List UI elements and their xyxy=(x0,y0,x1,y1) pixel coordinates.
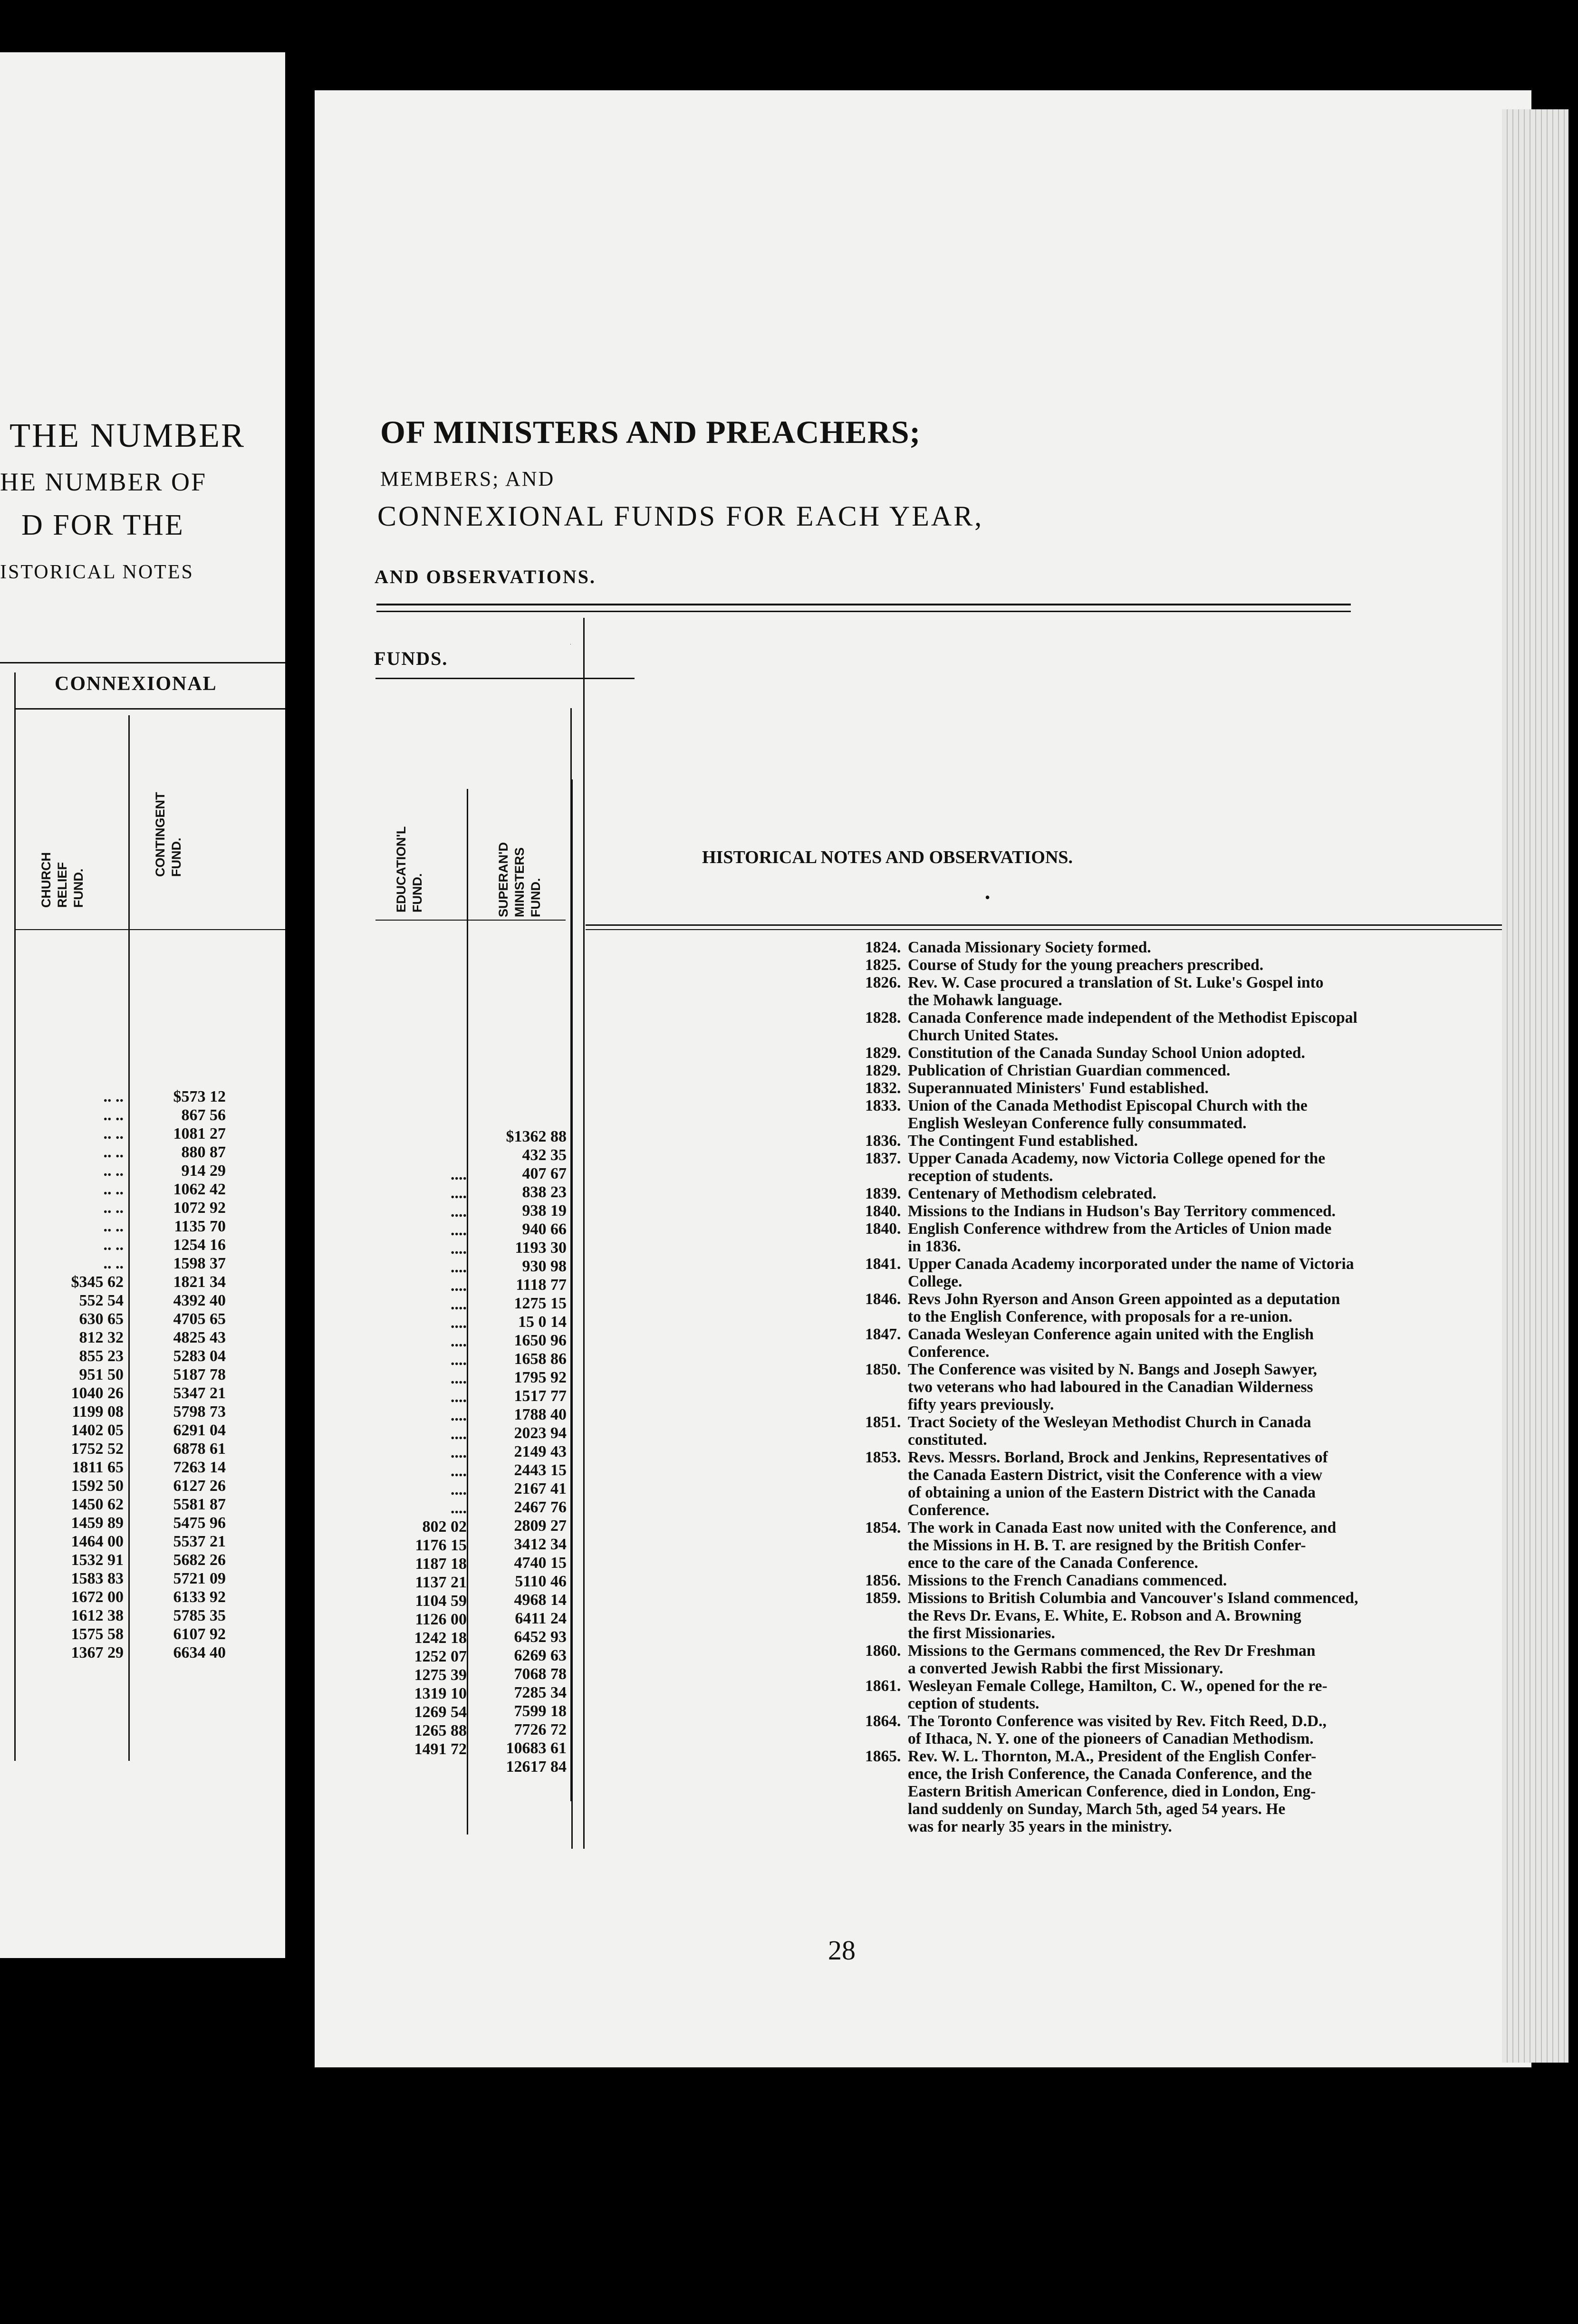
contingent-cell: 1598 37 xyxy=(173,1255,226,1272)
education-fund-cell: 1265 88 xyxy=(414,1722,467,1739)
contingent-cell: 1062 42 xyxy=(173,1181,226,1198)
church-relief-cell: 1583 83 xyxy=(71,1570,124,1587)
note-year: 1825. xyxy=(865,956,901,974)
contingent-cell: 914 29 xyxy=(181,1162,226,1180)
contingent-cell: 5475 96 xyxy=(173,1514,226,1532)
note-year: 1840. xyxy=(865,1202,901,1220)
church-relief-cell: 552 54 xyxy=(79,1292,124,1309)
left-heading-line-4: ISTORICAL NOTES xyxy=(0,561,194,583)
church-relief-cell: .. .. xyxy=(103,1106,124,1124)
note-text: Canada Conference made independent of the Methodist Episcopal Church United States. xyxy=(908,1009,1357,1044)
education-fund-cell: 802 02 xyxy=(422,1518,467,1536)
note-year: 1828. xyxy=(865,1009,901,1027)
church-relief-cell: 1402 05 xyxy=(71,1421,124,1439)
education-fund-cell: .... xyxy=(451,1221,467,1239)
historical-notes-list xyxy=(865,939,1578,1835)
note-text: The Conference was visited by N. Bangs and Joseph Sawyer, two veterans who had laboured in the Canadian Wilderness fifty years previously. xyxy=(908,1361,1317,1413)
note-text: The Toronto Conference was visited by Rev. Fitch Reed, D.D., of Ithaca, N. Y. one of the pioneers of Canadian Methodism. xyxy=(908,1712,1327,1748)
contingent-cell: 1081 27 xyxy=(173,1125,226,1143)
education-fund-cell: 1319 10 xyxy=(414,1685,467,1702)
column-rule-double xyxy=(583,618,585,1849)
funds-header-rule xyxy=(375,920,566,921)
superannuated-fund-cell: 1650 96 xyxy=(514,1332,567,1349)
education-fund-cell: .... xyxy=(451,1499,467,1517)
contingent-cell: 6133 92 xyxy=(173,1588,226,1606)
superannuated-fund-cell: 2467 76 xyxy=(514,1498,567,1516)
education-fund-cell: 1126 00 xyxy=(415,1611,467,1628)
note-text: Rev. W. Case procured a translation of St. Luke's Gospel into the Mohawk language. xyxy=(908,974,1324,1009)
education-fund-cell: .... xyxy=(451,1314,467,1332)
education-fund-cell: .... xyxy=(451,1444,467,1461)
notes-header-rule xyxy=(586,924,1531,926)
education-fund-cell: .... xyxy=(451,1462,467,1480)
note-text: The Contingent Fund established. xyxy=(908,1132,1138,1150)
superannuated-fund-cell: 7726 72 xyxy=(514,1721,567,1738)
note-entry xyxy=(865,1361,1578,1413)
note-text: English Conference withdrew from the Articles of Union made in 1836. xyxy=(908,1220,1332,1255)
superannuated-fund-cell: 2443 15 xyxy=(514,1461,567,1479)
note-year: 1837. xyxy=(865,1150,901,1167)
left-column-rule-2 xyxy=(128,715,130,1761)
superannuated-fund-cell: 7068 78 xyxy=(514,1665,567,1683)
superannuated-fund-cell: 2167 41 xyxy=(514,1480,567,1498)
superannuated-fund-cell: 838 23 xyxy=(522,1183,567,1201)
left-header-rule xyxy=(0,662,285,663)
contingent-cell: 1821 34 xyxy=(173,1273,226,1291)
education-fund-cell: 1137 21 xyxy=(415,1574,467,1591)
superannuated-fund-cell: 1658 86 xyxy=(514,1350,567,1368)
note-entry xyxy=(865,1044,1578,1062)
superannuated-fund-cell: 12617 84 xyxy=(506,1758,567,1776)
note-entry xyxy=(865,956,1578,974)
church-relief-cell: 951 50 xyxy=(79,1366,124,1383)
column-rule-education xyxy=(467,789,468,1834)
note-year: 1856. xyxy=(865,1572,901,1589)
church-relief-cell: 1450 62 xyxy=(71,1496,124,1513)
heading-bullet: • xyxy=(985,889,991,906)
contingent-cell: 5347 21 xyxy=(173,1384,226,1402)
note-year: 1829. xyxy=(865,1044,901,1062)
left-section-rule xyxy=(14,708,285,710)
superannuated-fund-cell: 930 98 xyxy=(522,1258,567,1275)
contingent-cell: 5537 21 xyxy=(173,1533,226,1550)
education-fund-cell: 1187 18 xyxy=(415,1555,467,1573)
note-text: Missions to the French Canadians commenced. xyxy=(908,1572,1227,1589)
note-text: Missions to the Germans commenced, the Rev Dr Freshman a converted Jewish Rabbi the first Missionary. xyxy=(908,1642,1316,1677)
contingent-cell: 5798 73 xyxy=(173,1403,226,1421)
header-rule-bottom xyxy=(376,611,1351,612)
contingent-cell: 4392 40 xyxy=(173,1292,226,1309)
education-fund-cell: .... xyxy=(451,1203,467,1220)
note-year: 1836. xyxy=(865,1132,901,1150)
funds-label-rule xyxy=(375,678,635,679)
note-entry xyxy=(865,974,1578,1009)
superannuated-fund-cell: $1362 88 xyxy=(506,1128,567,1145)
note-entry xyxy=(865,1185,1578,1202)
note-year: 1865. xyxy=(865,1748,901,1765)
contingent-cell: 5721 09 xyxy=(173,1570,226,1587)
education-fund-cell: 1252 07 xyxy=(414,1648,467,1665)
contingent-cell: 6107 92 xyxy=(173,1625,226,1643)
note-year: 1859. xyxy=(865,1589,901,1607)
superannuated-fund-cell: 4740 15 xyxy=(514,1554,567,1572)
note-text: Upper Canada Academy incorporated under the name of Victoria College. xyxy=(908,1255,1354,1290)
education-fund-cell: 1104 59 xyxy=(415,1592,467,1610)
education-fund-cell: .... xyxy=(451,1481,467,1498)
note-entry xyxy=(865,1255,1578,1290)
note-text: The work in Canada East now united with the Conference, and the Missions in H. B. T. are resigned by the British Confer- ence to the care of the Canada Conference. xyxy=(908,1519,1337,1572)
superannuated-fund-header: SUPERAN'D MINISTERS FUND. xyxy=(496,842,543,917)
note-year: 1851. xyxy=(865,1413,901,1431)
superannuated-fund-cell: 5110 46 xyxy=(515,1573,567,1590)
subtitle-funds: CONNEXIONAL FUNDS FOR EACH YEAR, xyxy=(377,500,984,532)
note-text: Revs John Ryerson and Anson Green appointed as a deputation to the English Conference, with proposals for a re-union. xyxy=(908,1290,1340,1325)
education-fund-cell: .... xyxy=(451,1184,467,1202)
contingent-cell: 5581 87 xyxy=(173,1496,226,1513)
education-fund-cell: 1242 18 xyxy=(414,1629,467,1647)
superannuated-fund-cell: 3412 34 xyxy=(514,1536,567,1553)
church-relief-cell: .. .. xyxy=(103,1236,124,1254)
note-entry xyxy=(865,1519,1578,1572)
church-relief-cell: 1464 00 xyxy=(71,1533,124,1550)
note-text: Missions to British Columbia and Vancouver's Island commenced, the Revs Dr. Evans, E. White, E. Robson and A. Browning the first Missionaries. xyxy=(908,1589,1358,1642)
note-year: 1853. xyxy=(865,1449,901,1466)
church-relief-cell: 1752 52 xyxy=(71,1440,124,1458)
note-text: Wesleyan Female College, Hamilton, C. W., opened for the re- ception of students. xyxy=(908,1677,1328,1712)
church-relief-cell: 1811 65 xyxy=(72,1459,124,1476)
education-fund-cell: 1491 72 xyxy=(414,1740,467,1758)
note-text: Superannuated Ministers' Fund established. xyxy=(908,1079,1209,1097)
church-relief-cell: .. .. xyxy=(103,1218,124,1235)
contingent-cell: 5283 04 xyxy=(173,1347,226,1365)
note-entry xyxy=(865,1449,1578,1519)
church-relief-cell: 1367 29 xyxy=(71,1644,124,1661)
note-entry xyxy=(865,939,1578,956)
church-relief-cell: 1040 26 xyxy=(71,1384,124,1402)
note-text: Canada Missionary Society formed. xyxy=(908,939,1151,956)
superannuated-fund-cell: 10683 61 xyxy=(506,1739,567,1757)
note-year: 1846. xyxy=(865,1290,901,1308)
contingent-cell: 1072 92 xyxy=(173,1199,226,1217)
note-entry xyxy=(865,1220,1578,1255)
church-relief-cell: 1532 91 xyxy=(71,1551,124,1569)
left-table-header-rule xyxy=(14,929,285,930)
superannuated-fund-cell: 2023 94 xyxy=(514,1424,567,1442)
church-relief-cell: 1592 50 xyxy=(71,1477,124,1495)
note-text: Publication of Christian Guardian commenced. xyxy=(908,1062,1231,1079)
note-year: 1864. xyxy=(865,1712,901,1730)
church-relief-cell: .. .. xyxy=(103,1143,124,1161)
page-number: 28 xyxy=(828,1935,856,1966)
subtitle-members: MEMBERS; AND xyxy=(380,467,555,490)
superannuated-fund-cell: 938 19 xyxy=(522,1202,567,1220)
superannuated-fund-column xyxy=(479,1127,567,1776)
education-fund-cell: 1269 54 xyxy=(414,1703,467,1721)
superannuated-fund-cell: 940 66 xyxy=(522,1220,567,1238)
contingent-cell: 6878 61 xyxy=(173,1440,226,1458)
church-relief-header: CHURCH RELIEF FUND. xyxy=(39,852,86,908)
superannuated-fund-cell: 7599 18 xyxy=(514,1702,567,1720)
contingent-cell: 4705 65 xyxy=(173,1310,226,1328)
contingent-cell: 7263 14 xyxy=(173,1459,226,1476)
contingent-cell: 6127 26 xyxy=(173,1477,226,1495)
education-fund-cell: .... xyxy=(451,1296,467,1313)
note-entry xyxy=(865,1642,1578,1677)
superannuated-fund-cell: 1275 15 xyxy=(514,1295,567,1312)
contingent-header: CONTINGENT FUND. xyxy=(153,792,183,877)
page-edges xyxy=(1502,109,1568,2063)
note-entry xyxy=(865,1677,1578,1712)
superannuated-fund-cell: 407 67 xyxy=(522,1165,567,1182)
church-relief-cell: 1672 00 xyxy=(71,1588,124,1606)
note-year: 1829. xyxy=(865,1062,901,1079)
church-relief-cell: .. .. xyxy=(103,1088,124,1105)
historical-notes-heading: HISTORICAL NOTES AND OBSERVATIONS. xyxy=(702,847,1073,867)
superannuated-fund-cell: 1795 92 xyxy=(514,1369,567,1386)
contingent-column xyxy=(138,1087,226,1662)
note-text: Centenary of Methodism celebrated. xyxy=(908,1185,1156,1202)
note-entry xyxy=(865,1097,1578,1132)
contingent-cell: 6291 04 xyxy=(173,1421,226,1439)
note-entry xyxy=(865,1748,1578,1835)
note-text: Course of Study for the young preachers prescribed. xyxy=(908,956,1264,974)
note-text: Revs. Messrs. Borland, Brock and Jenkins, Representatives of the Canada Eastern District, visit the Conference with a view of obtaining a union of the Eastern District with the Canada Conference. xyxy=(908,1449,1328,1519)
left-heading-line-1: THE NUMBER xyxy=(10,416,245,454)
superannuated-fund-cell: 15 0 14 xyxy=(518,1313,567,1331)
education-fund-header: EDUCATION'L FUND. xyxy=(394,826,424,912)
header-rule-top xyxy=(376,604,1351,605)
right-page xyxy=(315,90,1531,2067)
note-year: 1861. xyxy=(865,1677,901,1695)
left-heading-line-2: HE NUMBER OF xyxy=(0,468,207,496)
note-year: 1833. xyxy=(865,1097,901,1114)
note-year: 1824. xyxy=(865,939,901,956)
superannuated-fund-cell: 6411 24 xyxy=(515,1610,567,1627)
note-year: 1850. xyxy=(865,1361,901,1378)
note-text: Missions to the Indians in Hudson's Bay Territory commenced. xyxy=(908,1202,1336,1220)
superannuated-fund-cell: 1193 30 xyxy=(515,1239,567,1257)
left-heading-line-3: D FOR THE xyxy=(21,509,184,541)
note-entry xyxy=(865,1009,1578,1044)
contingent-cell: 6634 40 xyxy=(173,1644,226,1661)
church-relief-cell: .. .. xyxy=(103,1162,124,1180)
contingent-cell: 1135 70 xyxy=(174,1218,226,1235)
note-entry xyxy=(865,1325,1578,1361)
left-column-rule-1 xyxy=(14,672,16,1761)
superannuated-fund-cell: 7285 34 xyxy=(514,1684,567,1701)
note-year: 1839. xyxy=(865,1185,901,1202)
contingent-cell: 867 56 xyxy=(181,1106,226,1124)
education-fund-cell: .... xyxy=(451,1351,467,1369)
contingent-cell: 880 87 xyxy=(181,1143,226,1161)
contingent-cell: 5682 26 xyxy=(173,1551,226,1569)
education-fund-cell: .... xyxy=(451,1388,467,1406)
note-entry xyxy=(865,1062,1578,1079)
note-text: Rev. W. L. Thornton, M.A., President of the English Confer- ence, the Irish Conference, the Canada Conference, and the Eastern British American Conference, died in London, Eng- land suddenly on Sunday, March 5th, aged 54 years. He was for nearly 35 years in the ministry. xyxy=(908,1748,1317,1835)
note-year: 1860. xyxy=(865,1642,901,1660)
note-entry xyxy=(865,1572,1578,1589)
education-fund-column xyxy=(376,1165,467,1758)
church-relief-cell: 1199 08 xyxy=(72,1403,124,1421)
note-entry xyxy=(865,1589,1578,1642)
church-relief-column xyxy=(29,1087,124,1662)
superannuated-fund-cell: 6452 93 xyxy=(514,1628,567,1646)
education-fund-cell: .... xyxy=(451,1166,467,1183)
contingent-cell: 4825 43 xyxy=(173,1329,226,1346)
church-relief-cell: .. .. xyxy=(103,1199,124,1217)
note-entry xyxy=(865,1150,1578,1185)
education-fund-cell: .... xyxy=(451,1258,467,1276)
education-fund-cell: .... xyxy=(451,1425,467,1443)
page-title: OF MINISTERS AND PREACHERS; xyxy=(380,414,921,450)
contingent-cell: $573 12 xyxy=(173,1088,226,1105)
note-year: 1826. xyxy=(865,974,901,991)
church-relief-cell: 1459 89 xyxy=(71,1514,124,1532)
note-text: Tract Society of the Wesleyan Methodist Church in Canada constituted. xyxy=(908,1413,1311,1449)
superannuated-fund-cell: 1517 77 xyxy=(514,1387,567,1405)
contingent-cell: 1254 16 xyxy=(173,1236,226,1254)
church-relief-cell: .. .. xyxy=(103,1125,124,1143)
note-year: 1847. xyxy=(865,1325,901,1343)
left-section-header: CONNEXIONAL xyxy=(55,673,217,695)
superannuated-fund-cell: 6269 63 xyxy=(514,1647,567,1664)
church-relief-cell: 630 65 xyxy=(79,1310,124,1328)
note-entry xyxy=(865,1290,1578,1325)
note-year: 1854. xyxy=(865,1519,901,1537)
education-fund-cell: .... xyxy=(451,1240,467,1258)
superannuated-fund-cell: 2149 43 xyxy=(514,1443,567,1460)
note-text: Constitution of the Canada Sunday School Union adopted. xyxy=(908,1044,1305,1062)
church-relief-cell: 855 23 xyxy=(79,1347,124,1365)
contingent-cell: 5187 78 xyxy=(173,1366,226,1383)
education-fund-cell: 1176 15 xyxy=(415,1537,467,1554)
superannuated-fund-cell: 432 35 xyxy=(522,1146,567,1164)
education-fund-cell: 1275 39 xyxy=(414,1666,467,1684)
superannuated-fund-cell: 1118 77 xyxy=(516,1276,567,1294)
education-fund-cell: .... xyxy=(451,1370,467,1387)
church-relief-cell: $345 62 xyxy=(71,1273,124,1291)
note-text: Union of the Canada Methodist Episcopal Church with the English Wesleyan Conference fully consummated. xyxy=(908,1097,1308,1132)
education-fund-cell: .... xyxy=(451,1277,467,1295)
church-relief-cell: 1575 58 xyxy=(71,1625,124,1643)
education-fund-cell: .... xyxy=(451,1407,467,1424)
superannuated-fund-cell: 4968 14 xyxy=(514,1591,567,1609)
note-entry xyxy=(865,1079,1578,1097)
note-year: 1840. xyxy=(865,1220,901,1238)
funds-label: FUNDS. xyxy=(374,648,448,669)
note-year: 1841. xyxy=(865,1255,901,1273)
note-text: Canada Wesleyan Conference again united with the English Conference. xyxy=(908,1325,1314,1361)
church-relief-cell: .. .. xyxy=(103,1255,124,1272)
subtitle-observations: AND OBSERVATIONS. xyxy=(375,566,596,587)
left-page xyxy=(0,52,285,1958)
note-entry xyxy=(865,1712,1578,1748)
contingent-cell: 5785 35 xyxy=(173,1607,226,1624)
note-year: 1832. xyxy=(865,1079,901,1097)
church-relief-cell: 1612 38 xyxy=(71,1607,124,1624)
superannuated-fund-cell: 1788 40 xyxy=(514,1406,567,1423)
note-entry xyxy=(865,1132,1578,1150)
note-text: Upper Canada Academy, now Victoria College opened for the reception of students. xyxy=(908,1150,1326,1185)
note-entry xyxy=(865,1413,1578,1449)
superannuated-fund-cell: 2809 27 xyxy=(514,1517,567,1535)
education-fund-cell: .... xyxy=(451,1333,467,1350)
note-entry xyxy=(865,1202,1578,1220)
church-relief-cell: .. .. xyxy=(103,1181,124,1198)
church-relief-cell: 812 32 xyxy=(79,1329,124,1346)
